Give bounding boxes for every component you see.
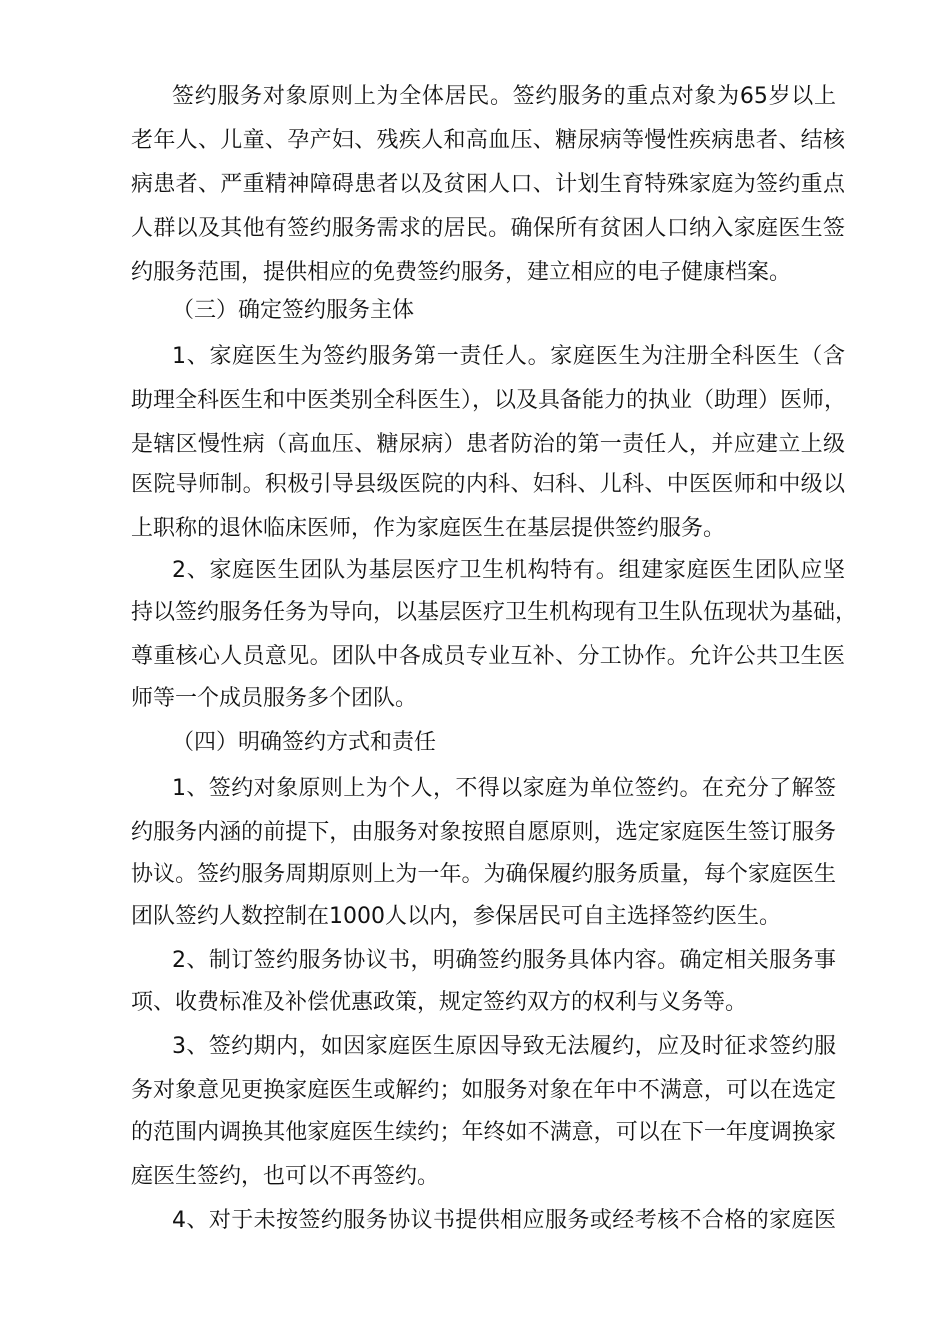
paragraph-line: 2、家庭医生团队为基层医疗卫生机构特有。组建家庭医生团队应坚 — [172, 558, 845, 583]
paragraph-line: 约服务内涵的前提下，由服务对象按照自愿原则，选定家庭医生签订服务 — [131, 820, 836, 845]
paragraph-line: 务对象意见更换家庭医生或解约；如服务对象在年中不满意，可以在选定 — [131, 1078, 836, 1103]
section-heading: （三）确定签约服务主体 — [172, 298, 415, 323]
paragraph-line: 协议。签约服务周期原则上为一年。为确保履约服务质量，每个家庭医生 — [131, 862, 836, 887]
paragraph-line: 庭医生签约，也可以不再签约。 — [131, 1164, 440, 1189]
paragraph-line: 是辖区慢性病（高血压、糖尿病）患者防治的第一责任人，并应建立上级 — [131, 432, 845, 457]
paragraph-line: 人群以及其他有签约服务需求的居民。确保所有贫困人口纳入家庭医生签 — [131, 216, 845, 241]
paragraph-line: 师等一个成员服务多个团队。 — [131, 686, 418, 711]
paragraph-line: 老年人、儿童、孕产妇、残疾人和高血压、糖尿病等慢性疾病患者、结核 — [131, 128, 845, 153]
paragraph-line: 签约服务对象原则上为全体居民。签约服务的重点对象为65岁以上 — [172, 84, 836, 109]
paragraph-line: 医院导师制。积极引导县级医院的内科、妇科、儿科、中医医师和中级以 — [131, 472, 845, 497]
paragraph-line: 团队签约人数控制在1000人以内，参保居民可自主选择签约医生。 — [131, 904, 781, 929]
paragraph-line: 的范围内调换其他家庭医生续约；年终如不满意，可以在下一年度调换家 — [131, 1120, 836, 1145]
paragraph-line: 1、家庭医生为签约服务第一责任人。家庭医生为注册全科医生（含 — [172, 344, 845, 369]
paragraph-line: 项、收费标准及补偿优惠政策，规定签约双方的权利与义务等。 — [131, 990, 748, 1015]
paragraph-line: 1、签约对象原则上为个人，不得以家庭为单位签约。在充分了解签 — [172, 776, 836, 801]
paragraph-line: 持以签约服务任务为导向，以基层医疗卫生机构现有卫生队伍现状为基础， — [131, 600, 858, 625]
paragraph-line: 2、制订签约服务协议书，明确签约服务具体内容。确定相关服务事 — [172, 948, 836, 973]
paragraph-line: 3、签约期内，如因家庭医生原因导致无法履约，应及时征求签约服 — [172, 1034, 836, 1059]
paragraph-line: 上职称的退休临床医师，作为家庭医生在基层提供签约服务。 — [131, 516, 726, 541]
paragraph-line: 4、对于未按签约服务协议书提供相应服务或经考核不合格的家庭医 — [172, 1208, 836, 1233]
paragraph-line: 尊重核心人员意见。团队中各成员专业互补、分工协作。允许公共卫生医 — [131, 644, 845, 669]
paragraph-line: 助理全科医生和中医类别全科医生），以及具备能力的执业（助理）医师， — [131, 388, 847, 413]
paragraph-line: 病患者、严重精神障碍患者以及贫困人口、计划生育特殊家庭为签约重点 — [131, 172, 845, 197]
section-heading: （四）明确签约方式和责任 — [172, 730, 437, 755]
paragraph-line: 约服务范围，提供相应的免费签约服务，建立相应的电子健康档案。 — [131, 260, 792, 285]
